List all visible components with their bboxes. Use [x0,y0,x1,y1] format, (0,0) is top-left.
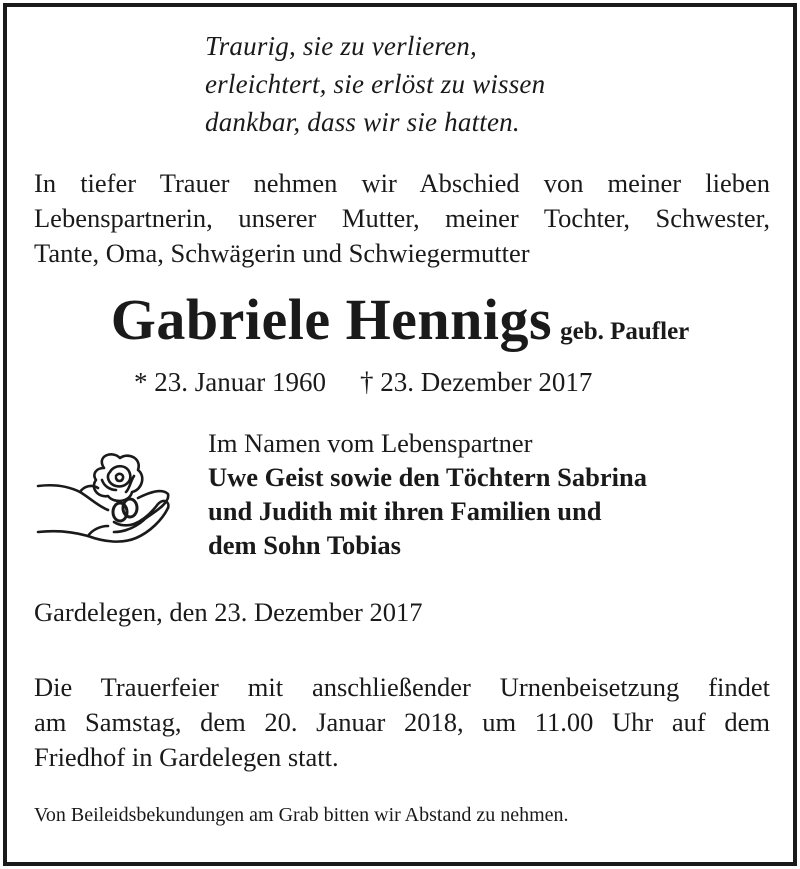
poem [205,27,545,141]
survivors-line: dem Sohn Tobias [208,530,401,560]
life-dates [134,367,592,398]
intro-paragraph [34,166,770,271]
ceremony-line: Friedhof in Gardelegen statt. [34,742,339,772]
intro-line: Tante, Oma, Schwägerin und Schwiegermutter [34,238,530,268]
survivors-line: und Judith mit ihren Familien und [208,496,602,526]
intro-line: In tiefer Trauer nehmen wir Abschied von meiner lieben [34,168,770,198]
deceased-name: Gabriele Hennigs [110,287,553,352]
maiden-name: geb. Paufler [560,318,690,345]
hands-with-rose-icon [34,446,174,552]
poem-line: Traurig, sie zu verlieren, [205,31,477,61]
place-date: Gardelegen, den 23. Dezember 2017 [34,597,423,627]
ceremony-paragraph [34,670,770,775]
poem-line: erleichtert, sie erlöst zu wissen [205,69,546,99]
survivors-line: Uwe Geist sowie den Töchtern Sabrina [208,462,647,492]
birth-date: * 23. Januar 1960 [134,367,326,397]
footer-note: Von Beileidsbekundungen am Grab bitten wir Abstand zu nehmen. [34,804,569,826]
ceremony-line: am Samstag, dem 20. Januar 2018, um 11.00 Uhr auf dem [34,707,770,737]
death-date: † 23. Dezember 2017 [359,367,593,397]
ceremony-line: Die Trauerfeier mit anschließender Urnenbeisetzung findet [34,672,770,702]
survivors-intro: Im Namen vom Lebenspartner [208,428,533,458]
survivors-block [208,426,647,562]
poem-line: dankbar, dass wir sie hatten. [205,107,520,137]
intro-line: Lebenspartnerin, unserer Mutter, meiner Tochter, Schwester, [34,203,770,233]
deceased-heading [0,286,800,353]
